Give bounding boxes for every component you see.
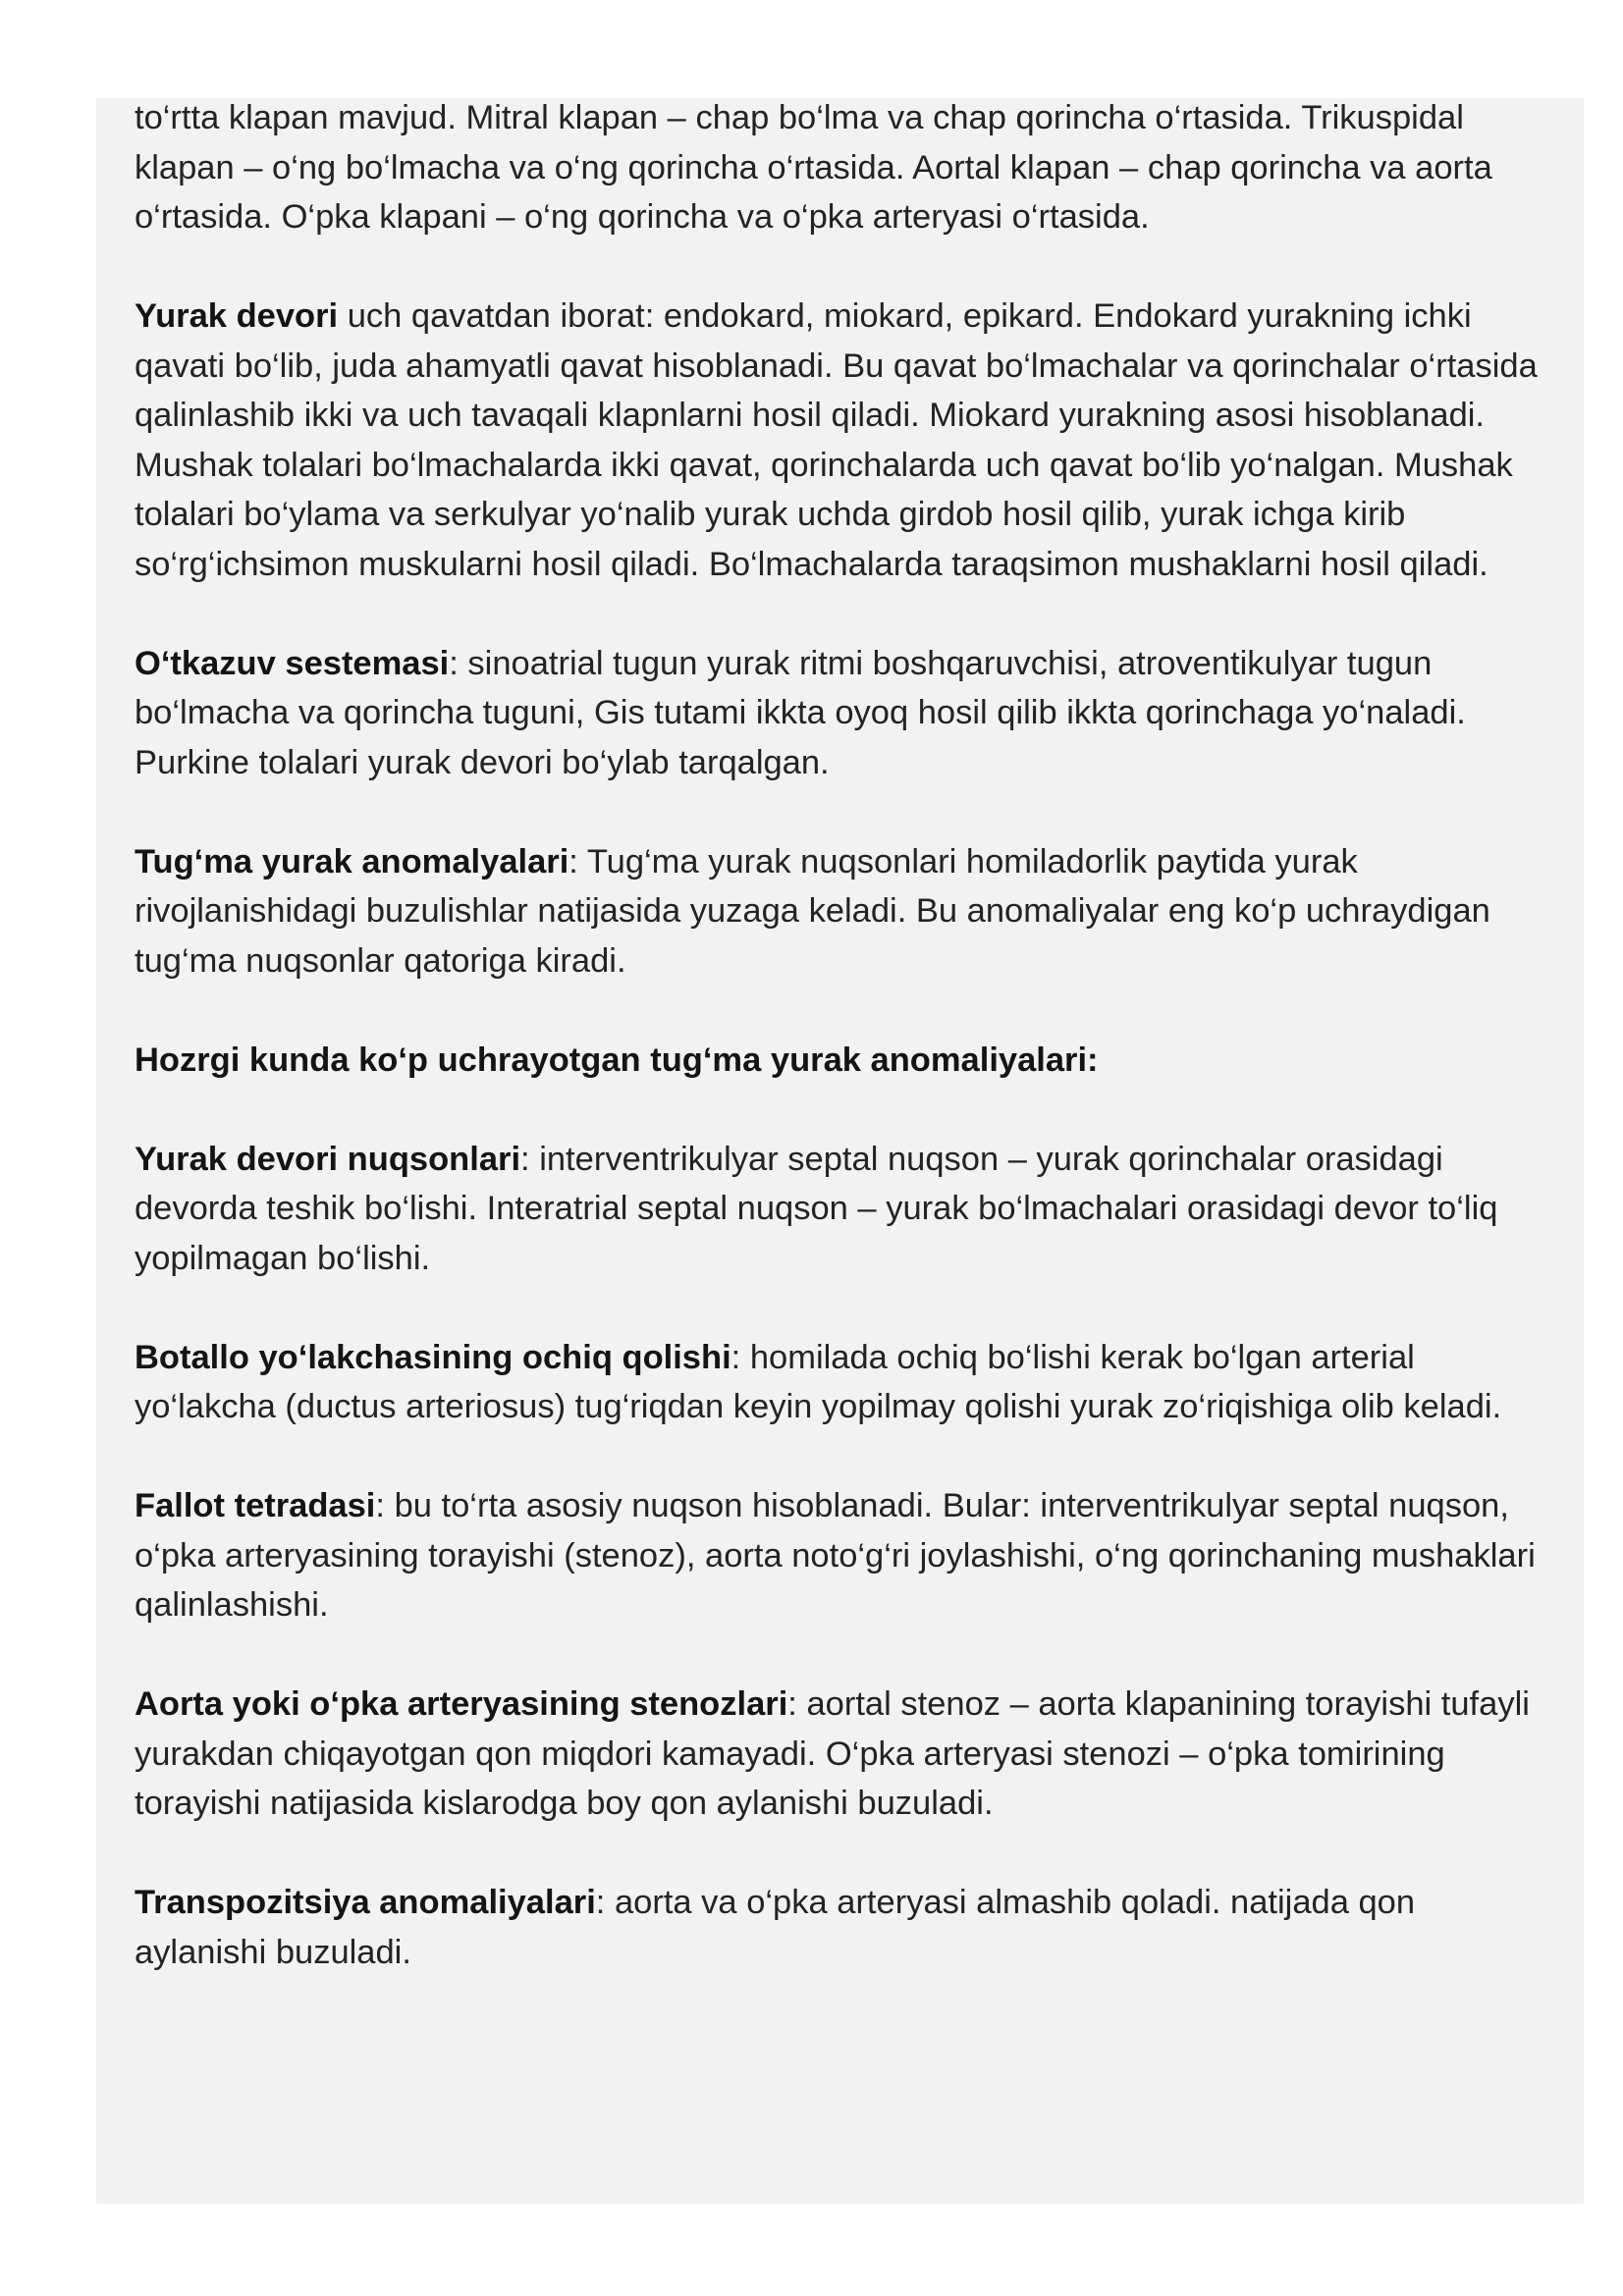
anomaly-text: : bu to‘rta asosiy nuqson hisoblanadi. Bular: interventrikulyar septal nuqson, o‘pka arteryasining torayishi (stenoz), aorta noto‘g‘ri joylashishi, o‘ng qorinchaning mushaklari qalinlashishi. (135, 1487, 1536, 1624)
paragraph-text: uch qavatdan iborat: endokard, miokard, epikard. Endokard yurakning ichki qavati bo‘lib, juda ahamyatli qavat hisoblanadi. Bu qavat bo‘lmachalar va qorinchalar o‘rtasida qalinlashib ikki va uch tavaqali klapnlarni hosil qiladi. Miokard yurakning asosi hisoblanadi. Mushak tolalari bo‘lmachalarda ikki qavat, qorinchalarda uch qavat bo‘lib yo‘nalgan. Mushak tolalari bo‘ylama va serkulyar yo‘nalib yurak uchda girdob hosil qilib, yurak ichga kirib so‘rg‘ichsimon muskularni hosil qiladi. Bo‘lmachalarda taraqsimon mushaklarni hosil qiladi. (135, 297, 1538, 583)
anomaly-patent-ductus (135, 1333, 1548, 1432)
anomaly-term: Yurak devori nuqsonlari (135, 1140, 521, 1178)
anomaly-text: : interventrikulyar septal nuqson – yurak qorinchalar orasidagi devorda teshik bo‘lishi. Interatrial septal nuqson – yurak bo‘lmachalari orasidagi devor to‘liq yopilmagan bo‘lishi. (135, 1140, 1498, 1277)
anomaly-transposition (135, 1878, 1548, 1977)
paragraph-heart-wall (135, 292, 1548, 589)
paragraph-term: Tug‘ma yurak anomalyalari (135, 842, 569, 881)
anomaly-term: Aorta yoki o‘pka arteryasining stenozlari (135, 1685, 788, 1723)
document-body (135, 93, 1548, 1977)
paragraph-term: O‘tkazuv sestemasi (135, 644, 450, 682)
paragraph-text: : sinoatrial tugun yurak ritmi boshqaruvchisi, atroventikulyar tugun bo‘lmacha va qorincha tuguni, Gis tutami ikkta oyoq hosil qilib ikkta qorinchaga yo‘naladi. Purkine tolalari yurak devori bo‘ylab tarqalgan. (135, 644, 1466, 781)
anomaly-text: : homilada ochiq bo‘lishi kerak bo‘lgan arterial yo‘lakcha (ductus arteriosus) tug‘riqdan keyin yopilmay qolishi yurak zo‘riqishiga olib keladi. (135, 1338, 1502, 1425)
anomaly-term: Botallo yo‘lakchasining ochiq qolishi (135, 1338, 731, 1376)
anomaly-fallot-tetralogy (135, 1481, 1548, 1630)
anomaly-term: Fallot tetradasi (135, 1487, 376, 1524)
anomaly-text: : aorta va o‘pka arteryasi almashib qoladi. natijada qon aylanishi buzuladi. (135, 1884, 1416, 1971)
paragraph-text: : Tug‘ma yurak nuqsonlari homiladorlik paytida yurak rivojlanishidagi buzulishlar natijasida yuzaga keladi. Bu anomaliyalar eng ko‘p uchraydigan tug‘ma nuqsonlar qatoriga kiradi. (135, 842, 1490, 980)
anomaly-term: Transpozitsiya anomaliyalari (135, 1884, 596, 1921)
anomaly-text: : aortal stenoz – aorta klapanining torayishi tufayli yurakdan chiqayotgan qon miqdori kamayadi. O‘pka arteryasi stenozi – o‘pka tomirining torayishi natijasida kislarodga boy qon aylanishi buzuladi. (135, 1685, 1530, 1822)
paragraph-text: to‘rtta klapan mavjud. Mitral klapan – chap bo‘lma va chap qorincha o‘rtasida. Trikuspidal klapan – o‘ng bo‘lmacha va o‘ng qorincha o‘rtasida. Aortal klapan – chap qorincha va aorta o‘rtasida. O‘pka klapani – o‘ng qorincha va o‘pka arteryasi o‘rtasida. (135, 99, 1492, 236)
paragraph-term: Yurak devori (135, 297, 339, 335)
section-heading: Hozrgi kunda ko‘p uchrayotgan tug‘ma yurak anomaliyalari: (135, 1041, 1099, 1079)
paragraph-congenital-anomalies (135, 837, 1548, 987)
anomaly-stenoses (135, 1680, 1548, 1829)
paragraph-valves (135, 93, 1548, 242)
paragraph-conduction-system (135, 639, 1548, 788)
anomaly-wall-defects (135, 1135, 1548, 1284)
